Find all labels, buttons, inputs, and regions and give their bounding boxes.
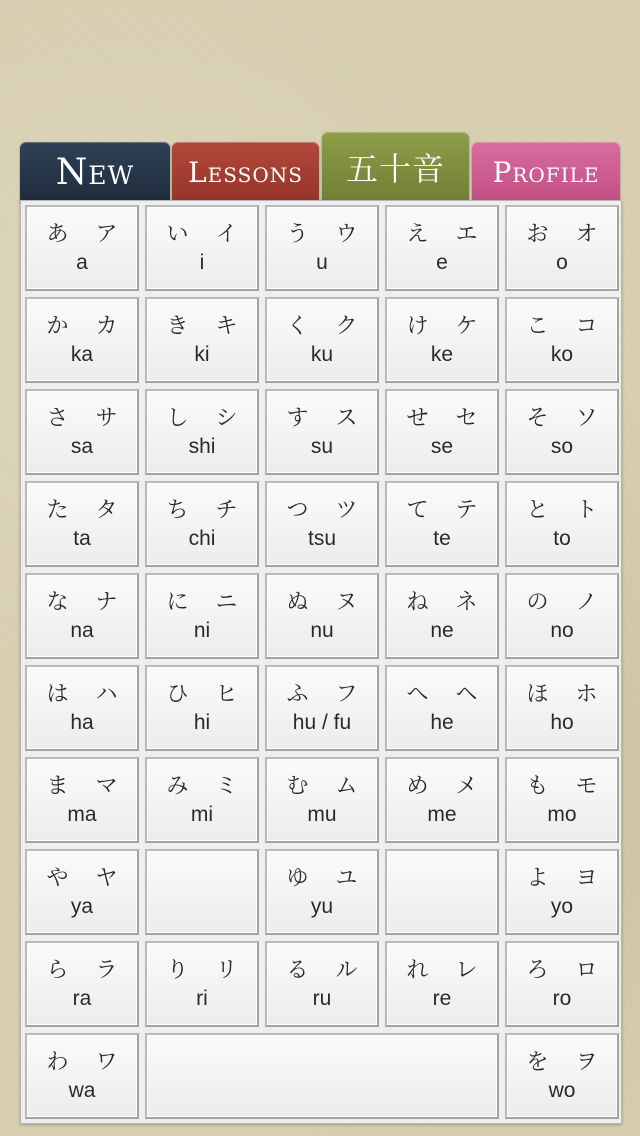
empty-cell-wide [145, 1033, 499, 1119]
kana-cell[interactable] [25, 205, 139, 291]
kana-cell[interactable] [265, 941, 379, 1027]
kana-cell[interactable] [25, 481, 139, 567]
kana-cell[interactable] [25, 757, 139, 843]
kana-cell[interactable] [25, 849, 139, 935]
kana-cell[interactable] [145, 297, 259, 383]
kana-cell[interactable] [505, 481, 619, 567]
kana-cell[interactable] [265, 481, 379, 567]
romaji-label: so [550, 435, 574, 458]
tab-lessons[interactable]: Lessons [172, 142, 319, 202]
kana-cell[interactable] [265, 849, 379, 935]
kana-cell[interactable] [505, 573, 619, 659]
kana-cell[interactable] [145, 665, 259, 751]
kana-label: り リ [166, 958, 248, 983]
kana-label: み ミ [166, 774, 248, 799]
kana-label: ほ ホ [526, 682, 608, 707]
kana-cell[interactable] [505, 205, 619, 291]
kana-label: え エ [406, 222, 488, 247]
romaji-label: a [76, 251, 88, 274]
kana-label: て テ [406, 498, 488, 523]
kana-label: ね ネ [406, 590, 488, 615]
romaji-label: ka [70, 343, 94, 366]
kana-cell[interactable] [145, 205, 259, 291]
romaji-label: chi [188, 527, 216, 550]
kana-cell[interactable] [25, 573, 139, 659]
romaji-label: ta [73, 527, 91, 550]
kana-label: を ヲ [526, 1050, 608, 1075]
romaji-label: mi [190, 803, 214, 826]
kana-label: の ノ [526, 590, 608, 615]
kana-cell[interactable] [145, 757, 259, 843]
kana-cell[interactable] [385, 205, 499, 291]
kana-label: ふ フ [286, 682, 368, 707]
tab-new[interactable]: New [20, 142, 170, 202]
kana-cell[interactable] [25, 297, 139, 383]
kana-label: れ レ [406, 958, 488, 983]
kana-label: む ム [286, 774, 368, 799]
kana-label: く ク [286, 314, 368, 339]
kana-cell[interactable] [385, 481, 499, 567]
romaji-label: ko [550, 343, 574, 366]
romaji-label: ni [193, 619, 211, 642]
romaji-label: ki [194, 343, 210, 366]
romaji-label: e [436, 251, 448, 274]
kana-label: ゆ ユ [286, 866, 368, 891]
romaji-label: nu [310, 619, 334, 642]
kana-label: し シ [166, 406, 248, 431]
kana-label: め メ [406, 774, 488, 799]
romaji-label: o [556, 251, 568, 274]
kana-cell[interactable] [505, 297, 619, 383]
tab-gojuon[interactable]: 五十音 [322, 132, 469, 202]
romaji-label: hi [193, 711, 211, 734]
kana-label: う ウ [286, 222, 368, 247]
empty-cell [145, 849, 259, 935]
kana-label: す ス [286, 406, 368, 431]
romaji-label: he [430, 711, 454, 734]
kana-cell[interactable] [385, 573, 499, 659]
romaji-label: wo [548, 1079, 576, 1102]
romaji-label: u [316, 251, 328, 274]
kana-cell[interactable] [25, 389, 139, 475]
kana-cell[interactable] [385, 665, 499, 751]
romaji-label: se [430, 435, 454, 458]
romaji-label: no [550, 619, 574, 642]
kana-label: か カ [46, 314, 128, 339]
kana-label: お オ [526, 222, 608, 247]
kana-cell[interactable] [505, 941, 619, 1027]
romaji-label: wa [68, 1079, 96, 1102]
tab-bar [18, 130, 622, 202]
kana-label: い イ [166, 222, 248, 247]
romaji-label: i [199, 251, 205, 274]
kana-label: ひ ヒ [166, 682, 248, 707]
kana-label: あ ア [46, 222, 128, 247]
kana-label: せ セ [406, 406, 488, 431]
kana-cell[interactable] [505, 1033, 619, 1119]
kana-label: る ル [286, 958, 368, 983]
kana-label: た タ [46, 498, 128, 523]
romaji-label: to [553, 527, 571, 550]
kana-label: ぬ ヌ [286, 590, 368, 615]
kana-label: や ヤ [46, 866, 128, 891]
kana-cell[interactable] [265, 297, 379, 383]
kana-cell[interactable] [265, 665, 379, 751]
kana-cell[interactable] [385, 941, 499, 1027]
romaji-label: hu / fu [292, 711, 352, 734]
romaji-label: mo [547, 803, 577, 826]
kana-cell[interactable] [145, 941, 259, 1027]
kana-label: に ニ [166, 590, 248, 615]
tab-profile[interactable]: Profile [472, 142, 620, 202]
kana-cell[interactable] [505, 389, 619, 475]
romaji-label: ri [196, 987, 208, 1010]
kana-cell[interactable] [265, 757, 379, 843]
kana-cell[interactable] [145, 573, 259, 659]
kana-cell[interactable] [145, 389, 259, 475]
romaji-label: mu [307, 803, 337, 826]
kana-label: ろ ロ [526, 958, 608, 983]
kana-label: は ハ [46, 682, 128, 707]
kana-label: ら ラ [46, 958, 128, 983]
empty-cell [385, 849, 499, 935]
romaji-label: ke [430, 343, 454, 366]
romaji-label: sa [70, 435, 94, 458]
kana-label: も モ [526, 774, 608, 799]
romaji-label: na [70, 619, 94, 642]
kana-label: さ サ [46, 406, 128, 431]
kana-label: こ コ [526, 314, 608, 339]
romaji-label: re [432, 987, 452, 1010]
kana-label: と ト [526, 498, 608, 523]
kana-cell[interactable] [385, 297, 499, 383]
kana-label: け ケ [406, 314, 488, 339]
romaji-label: ma [67, 803, 97, 826]
kana-label: わ ワ [46, 1050, 128, 1075]
kana-label: ま マ [46, 774, 128, 799]
kana-cell[interactable] [505, 849, 619, 935]
kana-cell[interactable] [265, 573, 379, 659]
kana-label: へ ヘ [406, 682, 488, 707]
kana-label: よ ヨ [526, 866, 608, 891]
romaji-label: ru [312, 987, 332, 1010]
kana-cell[interactable] [505, 757, 619, 843]
romaji-label: yo [550, 895, 574, 918]
kana-cell[interactable] [145, 481, 259, 567]
kana-cell[interactable] [265, 389, 379, 475]
kana-label: な ナ [46, 590, 128, 615]
kana-label: つ ツ [286, 498, 368, 523]
romaji-label: te [433, 527, 451, 550]
kana-label: ち チ [166, 498, 248, 523]
romaji-label: ku [310, 343, 334, 366]
romaji-label: ya [70, 895, 94, 918]
romaji-label: ra [72, 987, 92, 1010]
kana-chart-panel [20, 200, 622, 1124]
romaji-label: ho [550, 711, 574, 734]
kana-cell[interactable] [25, 665, 139, 751]
romaji-label: shi [188, 435, 216, 458]
kana-label: き キ [166, 314, 248, 339]
romaji-label: su [310, 435, 334, 458]
romaji-label: me [427, 803, 457, 826]
romaji-label: yu [310, 895, 334, 918]
kana-cell[interactable] [385, 389, 499, 475]
kana-cell[interactable] [25, 1033, 139, 1119]
romaji-label: ro [552, 987, 572, 1010]
romaji-label: tsu [307, 527, 336, 550]
kana-cell[interactable] [505, 665, 619, 751]
kana-cell[interactable] [265, 205, 379, 291]
kana-label: そ ソ [526, 406, 608, 431]
kana-cell[interactable] [25, 941, 139, 1027]
kana-cell[interactable] [385, 757, 499, 843]
romaji-label: ne [430, 619, 454, 642]
romaji-label: ha [70, 711, 94, 734]
